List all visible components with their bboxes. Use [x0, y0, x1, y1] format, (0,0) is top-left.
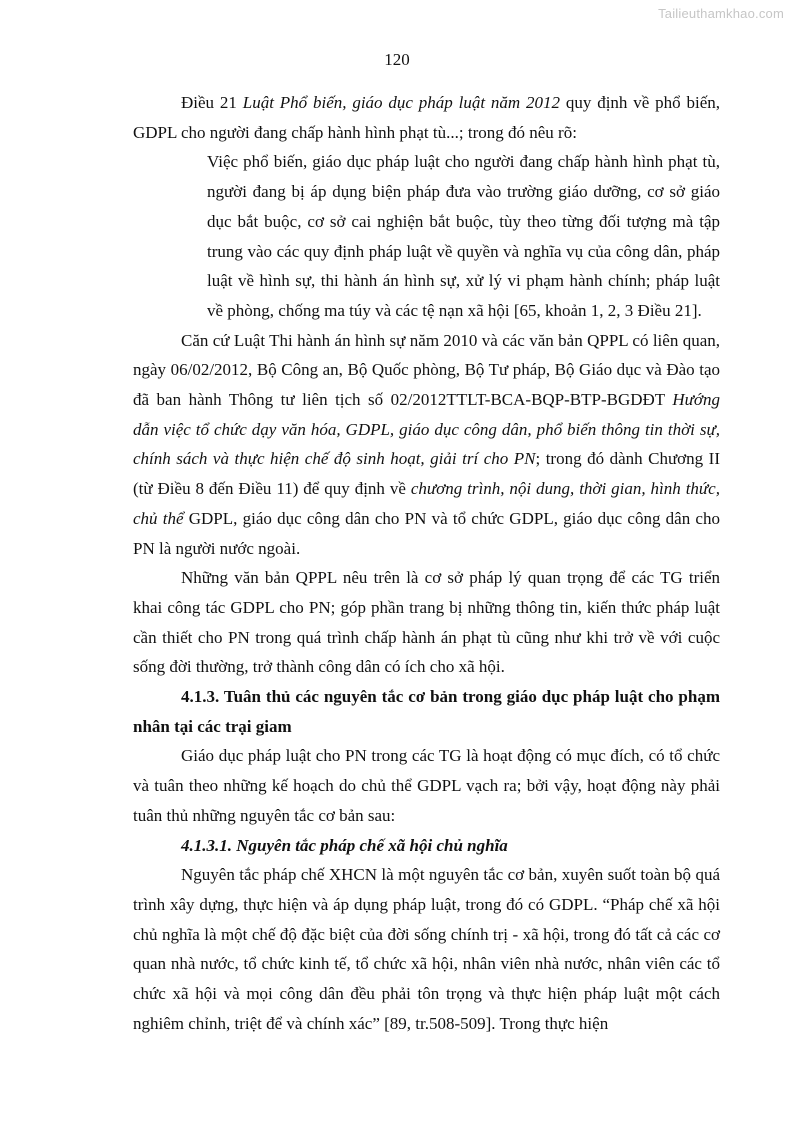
text-run: GDPL, giáo dục công dân cho PN và tổ chức GDPL, giáo dục công dân cho PN là người nước ngoài.: [133, 508, 720, 558]
chapter-topics-italic: chương trình, nội dung, thời gian, hình thức, chủ thể: [133, 479, 720, 528]
text-run: ; trong đó dành Chương II (từ Điều 8 đến Điều 11) để quy định về: [133, 449, 720, 499]
page-number: 120: [384, 50, 410, 69]
paragraph-legal-basis: Những văn bản QPPL nêu trên là cơ sở pháp lý quan trọng để các TG triển khai công tác GDPL cho PN; góp phần trang bị những thông tin, kiến thức pháp luật cần thiết cho PN trong quá trình chấp hành án phạt tù cũng như khi trở về với cuộc sống đời thường, trở thành công dân có ích cho xã hội.: [133, 568, 720, 677]
text-run: Điều 21: [181, 93, 243, 112]
paragraph-socialist-legality: Nguyên tắc pháp chế XHCN là một nguyên tắc cơ bản, xuyên suốt toàn bộ quá trình xây dựng, thực hiện và áp dụng pháp luật, trong đó có GDPL. “Pháp chế xã hội chủ nghĩa là một chế độ đặc biệt của đời sống chính trị - xã hội, trong đó tất cả các cơ quan nhà nước, tổ chức kinh tế, tổ chức xã hội, nhân viên nhà nước, nhân viên các tổ chức xã hội và mọi công dân đều phải tôn trọng và thực hiện pháp luật một cách nghiêm chỉnh, triệt để và chính xác” [89, tr.508-509]. Trong thực hiện: [133, 865, 720, 1033]
text-run: quy định về phổ biến, GDPL cho người đang chấp hành hình phạt tù...; trong đó nêu rõ:: [133, 93, 720, 142]
block-quote: Việc phổ biến, giáo dục pháp luật cho người đang chấp hành hình phạt tù, người đang bị áp dụng biện pháp đưa vào trường giáo dưỡng, cơ sở giáo dục bắt buộc, cơ sở cai nghiện bắt buộc, tùy theo từng đối tượng mà tập trung vào các quy định pháp luật về quyền và nghĩa vụ của công dân, pháp luật về hình sự, thi hành án hình sự, xử lý vi phạm hành chính; pháp luật về phòng, chống ma túy và các tệ nạn xã hội [65, khoản 1, 2, 3 Điều 21].: [207, 152, 720, 320]
document-body: [133, 88, 720, 1039]
text-run: Căn cứ Luật Thi hành án hình sự năm 2010 và các văn bản QPPL có liên quan, ngày 06/02/2012, Bộ Công an, Bộ Quốc phòng, Bộ Tư pháp, Bộ Giáo dục và Đào tạo đã ban hành Thông tư liên tịch số 02/2012TTLT-BCA-BQP-BTP-BGDĐT: [133, 330, 720, 410]
subsection-heading-4-1-3-1: 4.1.3.1. Nguyên tắc pháp chế xã hội chủ nghĩa: [181, 835, 508, 855]
paragraph-article-21: [133, 88, 720, 147]
watermark: Tailieuthamkhao.com: [658, 6, 784, 21]
law-title-italic: Luật Phổ biến, giáo dục pháp luật năm 2012: [242, 93, 561, 112]
paragraph-circular: [133, 326, 720, 564]
circular-title-italic: Hướng dẫn việc tổ chức dạy văn hóa, GDPL, giáo dục công dân, phổ biến thông tin thời sự, chính sách và thực hiện chế độ sinh hoạt, giải trí cho PN: [133, 390, 720, 469]
paragraph-principles-intro: Giáo dục pháp luật cho PN trong các TG là hoạt động có mục đích, có tổ chức và tuân theo những kế hoạch do chủ thể GDPL vạch ra; bởi vậy, hoạt động này phải tuân thủ những nguyên tắc cơ bản sau:: [133, 746, 720, 825]
section-heading-4-1-3: 4.1.3. Tuân thủ các nguyên tắc cơ bản trong giáo dục pháp luật cho phạm nhân tại các trại giam: [133, 687, 720, 736]
